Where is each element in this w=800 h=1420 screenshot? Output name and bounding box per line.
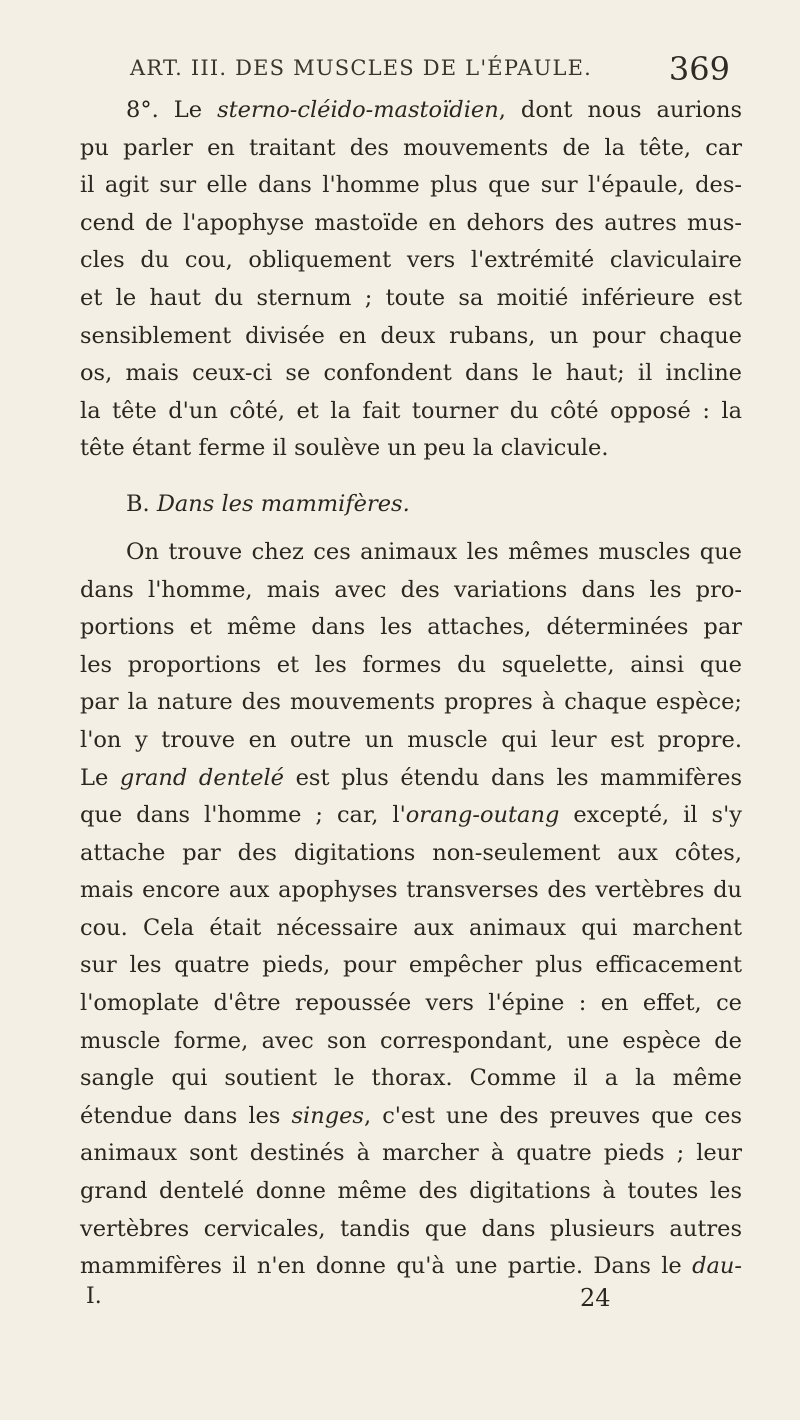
text-line: sur les quatre pieds, pour empêcher plus efficacement [80,952,742,979]
text-line: cend de l'apophyse mastoïde en dehors des autres mus- [80,209,742,236]
text-span: étendue dans les [80,1102,292,1129]
running-head: ART. III. DES MUSCLES DE L'ÉPAULE. [130,56,593,80]
text-line: les proportions et les formes du squelette, ainsi que [80,651,742,678]
page-footer [80,1283,742,1316]
text-line: l'on y trouve en outre un muscle qui leur est propre. [80,726,742,753]
page-header [130,50,730,90]
text-line: l'omoplate d'être repoussée vers l'épine : en effet, ce [80,990,742,1017]
italic-term: sterno-cléido-mastoïdien [217,97,499,123]
text-line: et le haut du sternum ; toute sa moitié inférieure est [80,284,742,311]
paragraph-sterno-cleido-mastoidien [80,92,742,468]
text-line: tête étant ferme il soulève un peu la clavicule. [80,435,609,462]
page-number: 369 [668,50,730,88]
subheading-title: Dans les mammifères. [156,490,410,517]
text-line: pu parler en traitant des mouvements de la tête, car [80,134,742,161]
text-span: , c'est une des preuves que ces [363,1102,742,1129]
text-line: os, mais ceux-ci se confondent dans le haut; il incline [80,360,742,387]
subheading-letter: B. [126,490,157,517]
italic-term: singes [291,1102,364,1129]
text-line: dans l'homme, mais avec des variations dans les pro- [80,576,742,603]
text-line [80,92,742,130]
text-line [80,760,742,798]
text-line: vertèbres cervicales, tandis que dans plusieurs autres [80,1215,742,1242]
text-line: animaux sont destinés à marcher à quatre pieds ; leur [80,1140,742,1167]
text-line: la tête d'un côté, et la fait tourner du côté opposé : la [80,397,742,424]
text-span: , dont nous aurions [498,97,742,123]
text-line: cles du cou, obliquement vers l'extrémité claviculaire [80,247,742,274]
text-line [80,797,742,835]
italic-term: grand dentelé [119,764,285,791]
signature-mark: I. [86,1283,102,1309]
text-line: portions et même dans les attaches, déterminées par [80,614,742,641]
text-line: muscle forme, avec son correspondant, une espèce de [80,1027,742,1054]
text-line: cou. Cela était nécessaire aux animaux qui marchent [80,914,742,941]
italic-term: dau- [692,1253,742,1280]
text-line: On trouve chez ces animaux les mêmes muscles que [126,538,742,565]
text-line: par la nature des mouvements propres à chaque espèce; [80,689,742,716]
text-span: que dans l'homme ; car, l' [80,802,406,829]
text-line: sensiblement divisée en deux rubans, un pour chaque [80,322,742,349]
text-span: Le [80,764,120,791]
text-line: sangle qui soutient le thorax. Comme il a la même [80,1065,742,1092]
text-line: mais encore aux apophyses transverses des vertèbres du [80,877,742,904]
text-span: est plus étendu dans les mammifères [284,764,742,791]
text-line: attache par des digitations non-seulement aux côtes, [80,839,742,866]
italic-term: orang-outang [405,802,560,829]
section-subheading [80,474,742,534]
text-span: 8°. Le [126,97,218,123]
text-line: grand dentelé donne même des digitations à toutes les [80,1178,742,1205]
text-span: excepté, il s'y [559,802,742,829]
text-line: il agit sur elle dans l'homme plus que sur l'épaule, des- [80,172,742,199]
text-line [80,1248,742,1286]
gathering-number: 24 [580,1283,611,1312]
text-span: mammifères il n'en donne qu'à une partie. Dans le [80,1253,693,1280]
text-line [80,1098,742,1136]
paragraph-mammiferes [80,534,742,1286]
body-text [80,92,742,1316]
